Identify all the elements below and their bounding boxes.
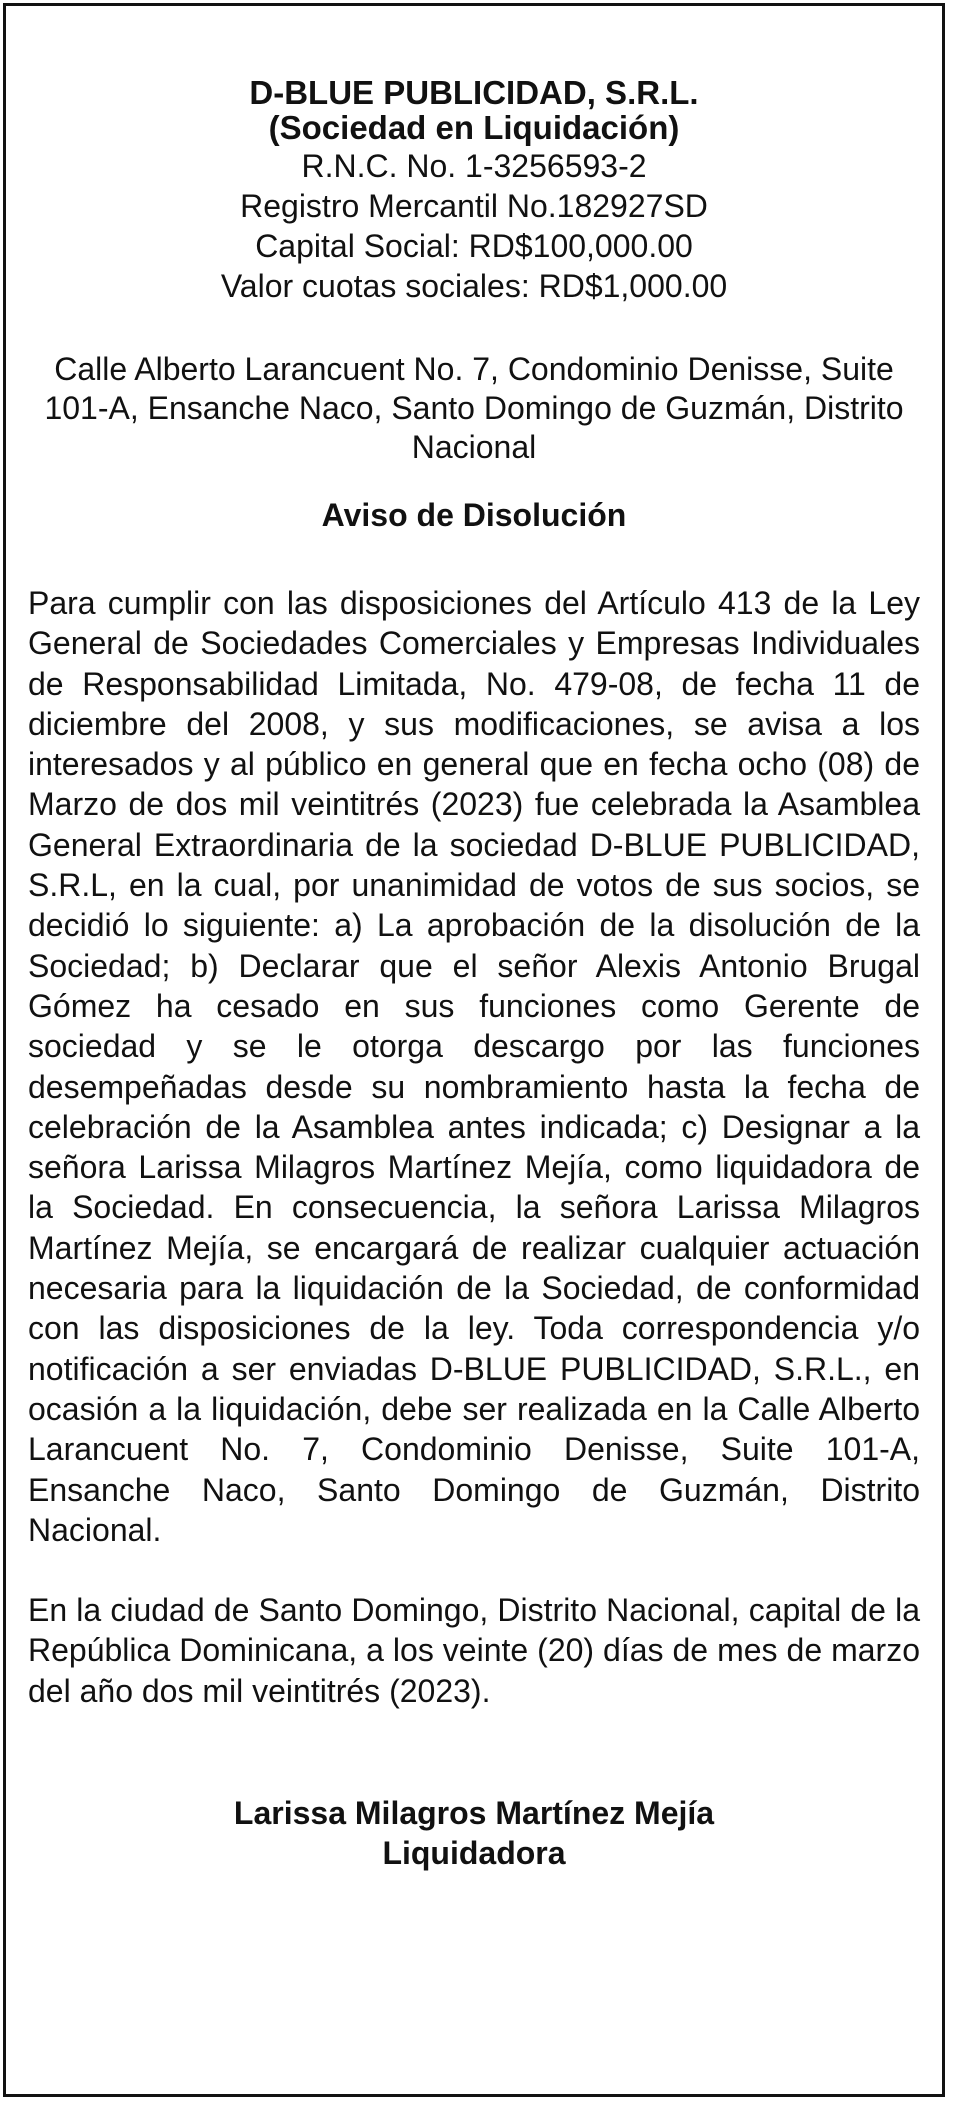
registro-mercantil-line: Registro Mercantil No.182927SD bbox=[240, 188, 708, 224]
company-status: (Sociedad en Liquidación) bbox=[268, 109, 680, 146]
notice-content bbox=[28, 76, 920, 1873]
notice-title: Aviso de Disolución bbox=[321, 497, 627, 533]
capital-social-line: Capital Social: RD$100,000.00 bbox=[255, 228, 693, 264]
company-name: D-BLUE PUBLICIDAD, S.R.L. bbox=[249, 74, 699, 111]
cuotas-sociales-line: Valor cuotas sociales: RD$1,000.00 bbox=[220, 268, 728, 304]
company-address: Calle Alberto Larancuent No. 7, Condominio Denisse, Suite 101-A, Ensanche Naco, Santo Domingo de Guzmán, Distrito Nacional bbox=[44, 351, 904, 465]
notice-body: Para cumplir con las disposiciones del Artículo 413 de la Ley General de Sociedades Comerciales y Empresas Individuales de Responsabilidad Limitada, No. 479-08, de fecha 11 de diciembre del 2008, y sus modificaciones, se avisa a los interesados y al público en general que en fecha ocho (08) de Marzo de dos mil veintitrés (2023) fue celebrada la Asamblea General Extraordinaria de la sociedad D-BLUE PUBLICIDAD, S.R.L, en la cual, por unanimidad de votos de sus socios, se decidió lo siguiente: a) La aprobación de la disolución de la Sociedad; b) Declarar que el señor Alexis Antonio Brugal Gómez ha cesado en sus funciones como Gerente de sociedad y se le otorga descargo por las funciones desempeñadas desde su nombramiento hasta la fecha de celebración de la Asamblea antes indicada; c) Designar a la señora Larissa Milagros Martínez Mejía, como liquidadora de la Sociedad. En consecuencia, la señora Larissa Milagros Martínez Mejía, se encargará de realizar cualquier actuación necesaria para la liquidación de la Sociedad, de conformidad con las disposiciones de la ley. Toda correspondencia y/o notificación a ser enviadas D-BLUE PUBLICIDAD, S.R.L., en ocasión a la liquidación, debe ser realizada en la Calle Alberto Larancuent No. 7, Condominio Denisse, Suite 101-A, Ensanche Naco, Santo Domingo de Guzmán, Distrito Nacional. bbox=[28, 585, 920, 1548]
signatory-role: Liquidadora bbox=[382, 1835, 566, 1872]
closing-paragraph: En la ciudad de Santo Domingo, Distrito Nacional, capital de la República Dominicana, a los veinte (20) días de mes de marzo del año dos mil veintitrés (2023). bbox=[28, 1592, 920, 1709]
rnc-line: R.N.C. No. 1-3256593-2 bbox=[301, 148, 647, 184]
signature-block bbox=[28, 1793, 920, 1873]
notice-header bbox=[28, 76, 920, 306]
signatory-name: Larissa Milagros Martínez Mejía bbox=[233, 1795, 715, 1832]
notice-border bbox=[3, 3, 945, 2097]
